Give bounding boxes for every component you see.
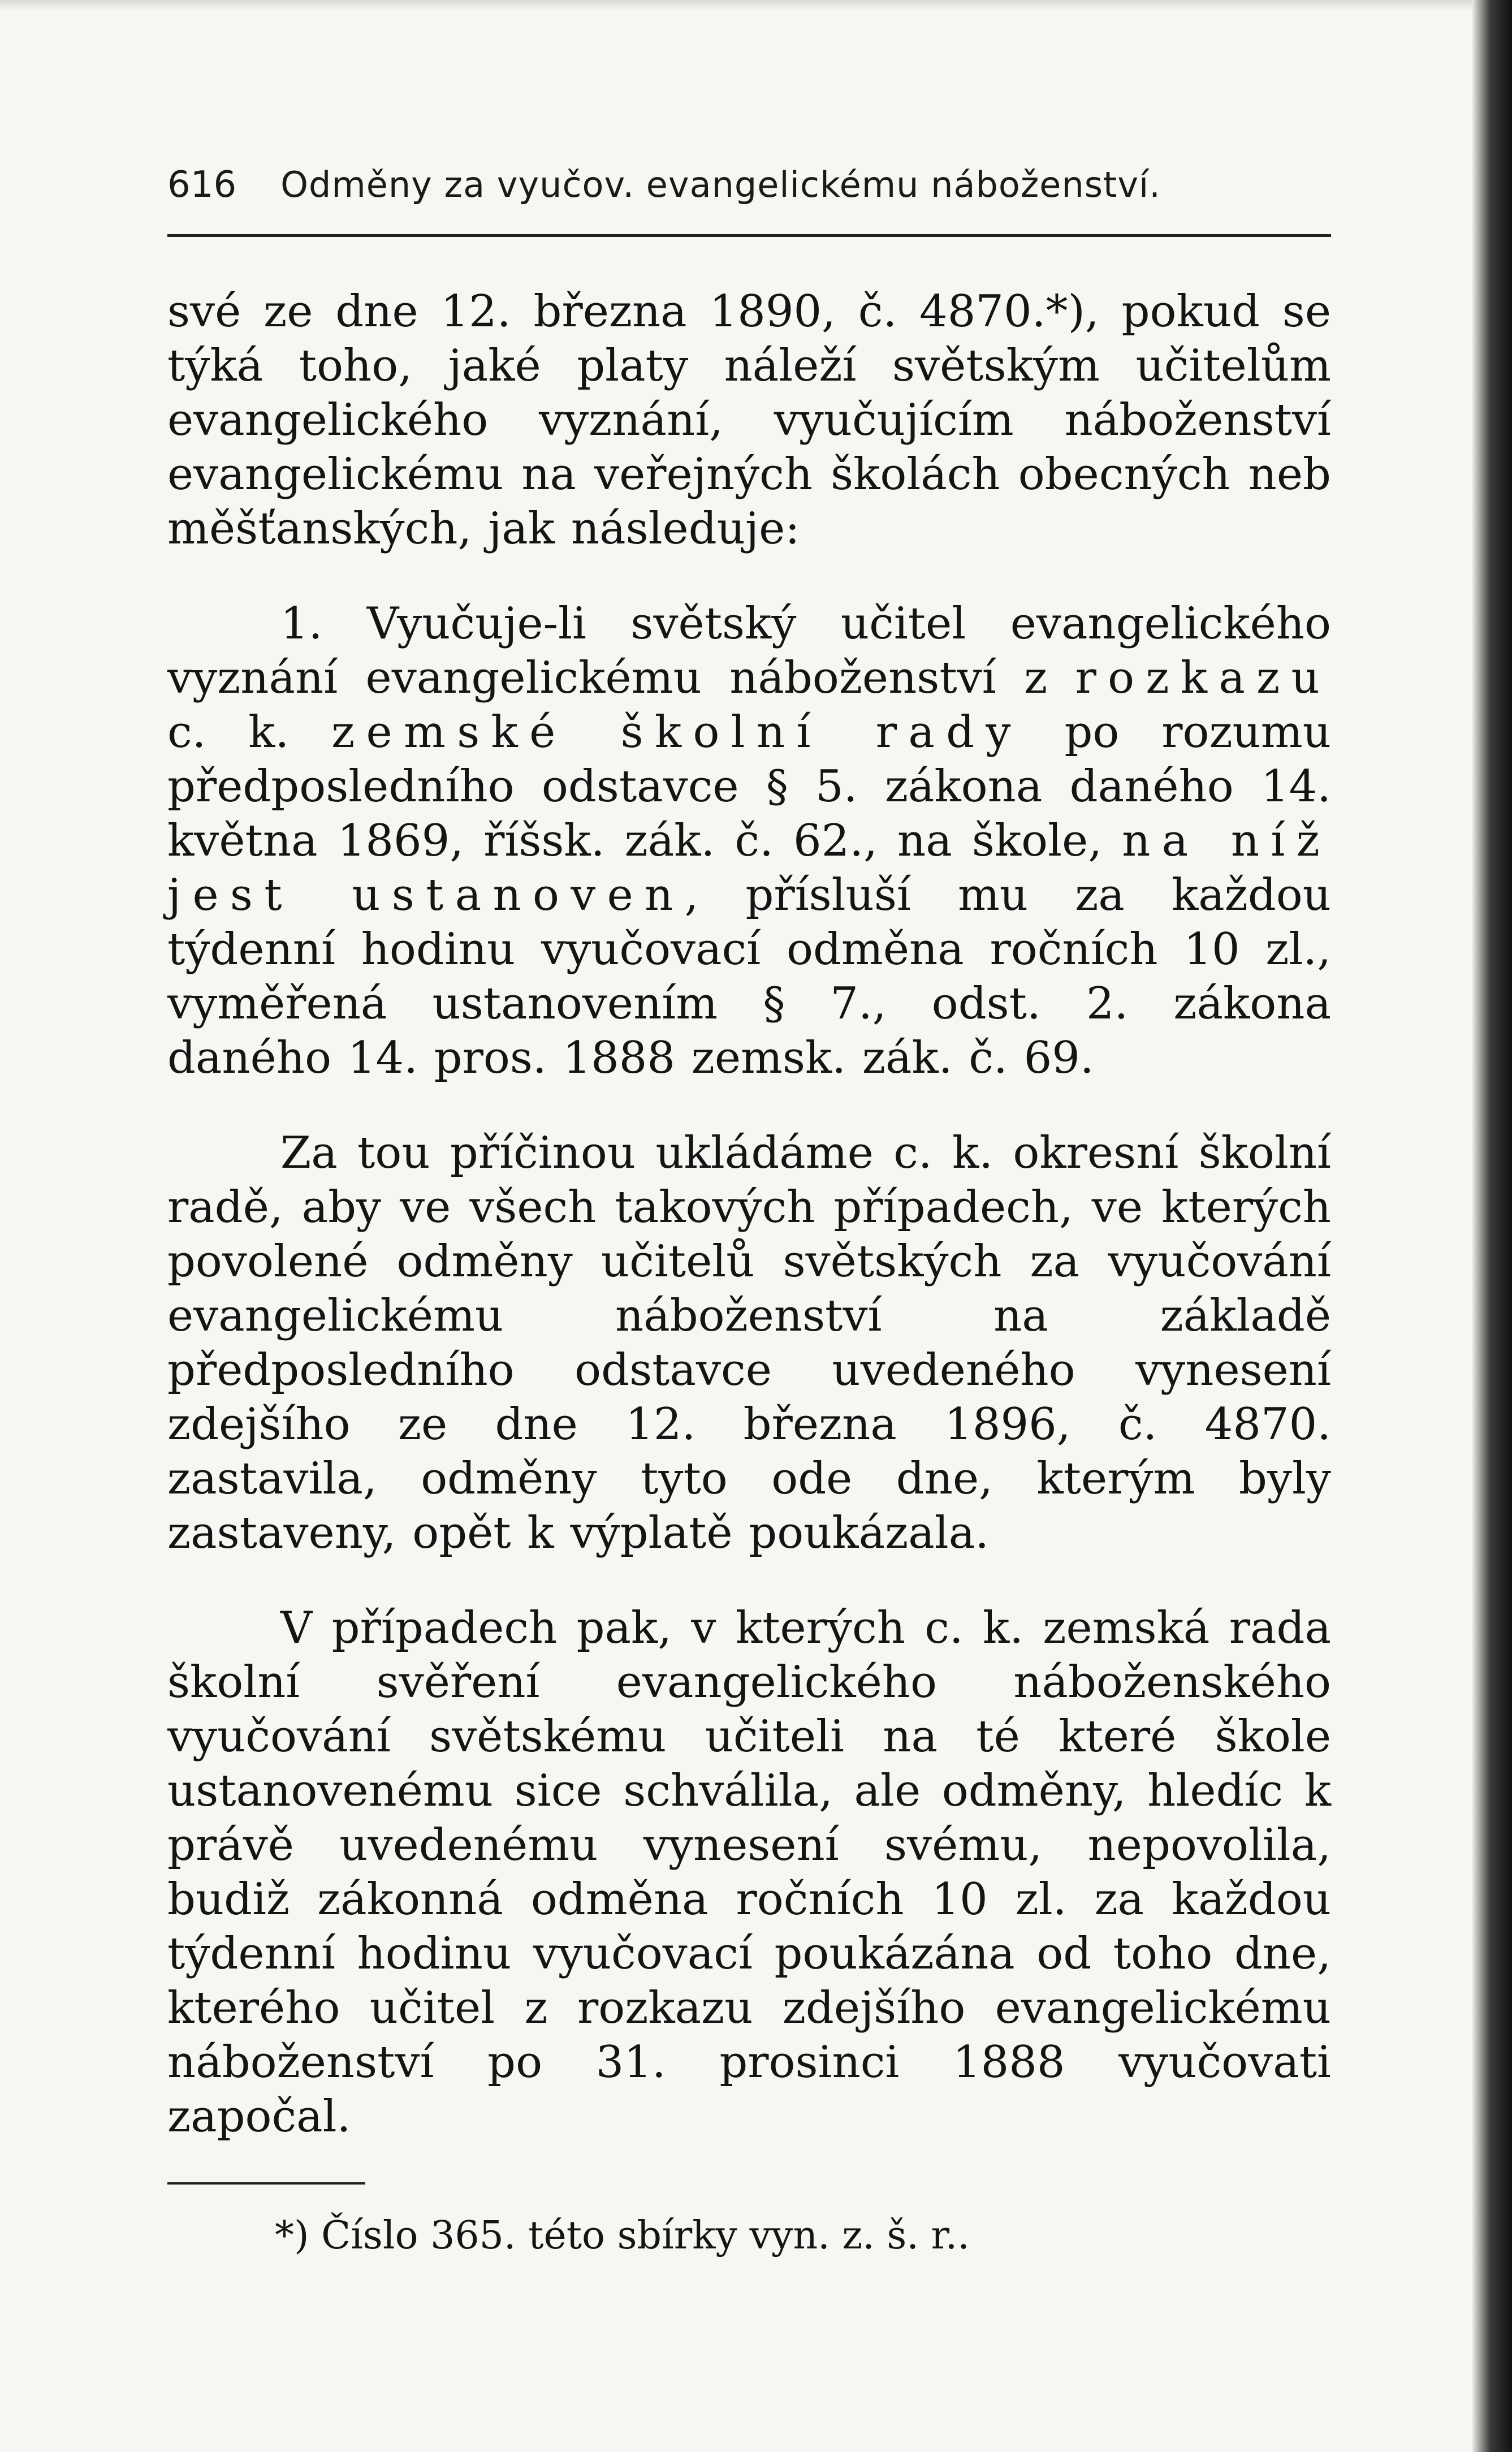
footnote: *) Číslo 365. této sbírky vyn. z. š. r.. (275, 2213, 970, 2258)
document-page (167, 164, 1331, 2260)
spaced-phrase-na-niz-jest-ustanoven: na níž jest ustanoven (167, 815, 1332, 921)
header-rule (167, 234, 1331, 237)
paragraph-4: V případech pak, v kterých c. k. zemská rada školní svěření evangelického náboženského vyučování světskému učiteli na té které škole ustanovenému sice schválila, ale odměny, hledíc k právě uvedenému vynesení svému, nepovolila, budiž zákonná odměna ročních 10 zl. za každou týdenní hodinu vyučovací poukázána od toho dne, kterého učitel z rozkazu zdejšího evangelickému náboženství po 31. prosinci 1888 vyučovati započal. (167, 1603, 1331, 2142)
footnote-rule (167, 2182, 365, 2185)
scan-edge-right (1472, 0, 1512, 2452)
body-text (167, 284, 1331, 2144)
page-header (167, 164, 1331, 215)
page-number: 616 (167, 164, 237, 206)
paragraph-2-part-e: po rozumu předposledního odstavce § 5. zákona daného 14. května 1869, říšsk. zák. č. 62., na škole, (167, 707, 1331, 866)
spaced-phrase-zemske-skolni-rady: zemské školní rady (331, 707, 1022, 758)
paragraph-2-part-c: c. k. (167, 707, 332, 758)
paragraph-2 (167, 597, 1331, 1085)
scan-edge-top (0, 0, 1512, 10)
paragraph-3: Za tou příčinou ukládáme c. k. okresní školní radě, aby ve všech takových případech, ve kterých povolené odměny učitelů světských za vyučování evangelickému náboženství na základě předposledního odstavce uvedeného vynesení zdejšího ze dne 12. března 1896, č. 4870. zastavila, odměny tyto ode dne, kterým byly zastaveny, opět k výplatě poukázala. (167, 1128, 1331, 1559)
running-title: Odměny za vyučov. evangelickému náboženství. (280, 164, 1161, 205)
paragraph-1: své ze dne 12. března 1890, č. 4870.*), pokud se týká toho, jaké platy náleží světským učitelům evangelického vyznání, vyučujícím náboženství evangelickému na veřejných školách obecných neb měšťanských, jak následuje: (167, 286, 1331, 554)
paragraph-2-part-a: 1. Vyučuje-li světský učitel evangelického vyznání evangelickému náboženství z (167, 598, 1331, 703)
paragraph-2-part-g: , přísluší mu za každou týdenní hodinu vyučovací odměna ročních 10 zl., vyměřená ustanovením § 7., odst. 2. zákona daného 14. pros. 1888 zemsk. zák. č. 69. (167, 870, 1331, 1083)
spaced-phrase-rozkazu: rozkazu (1075, 653, 1331, 703)
